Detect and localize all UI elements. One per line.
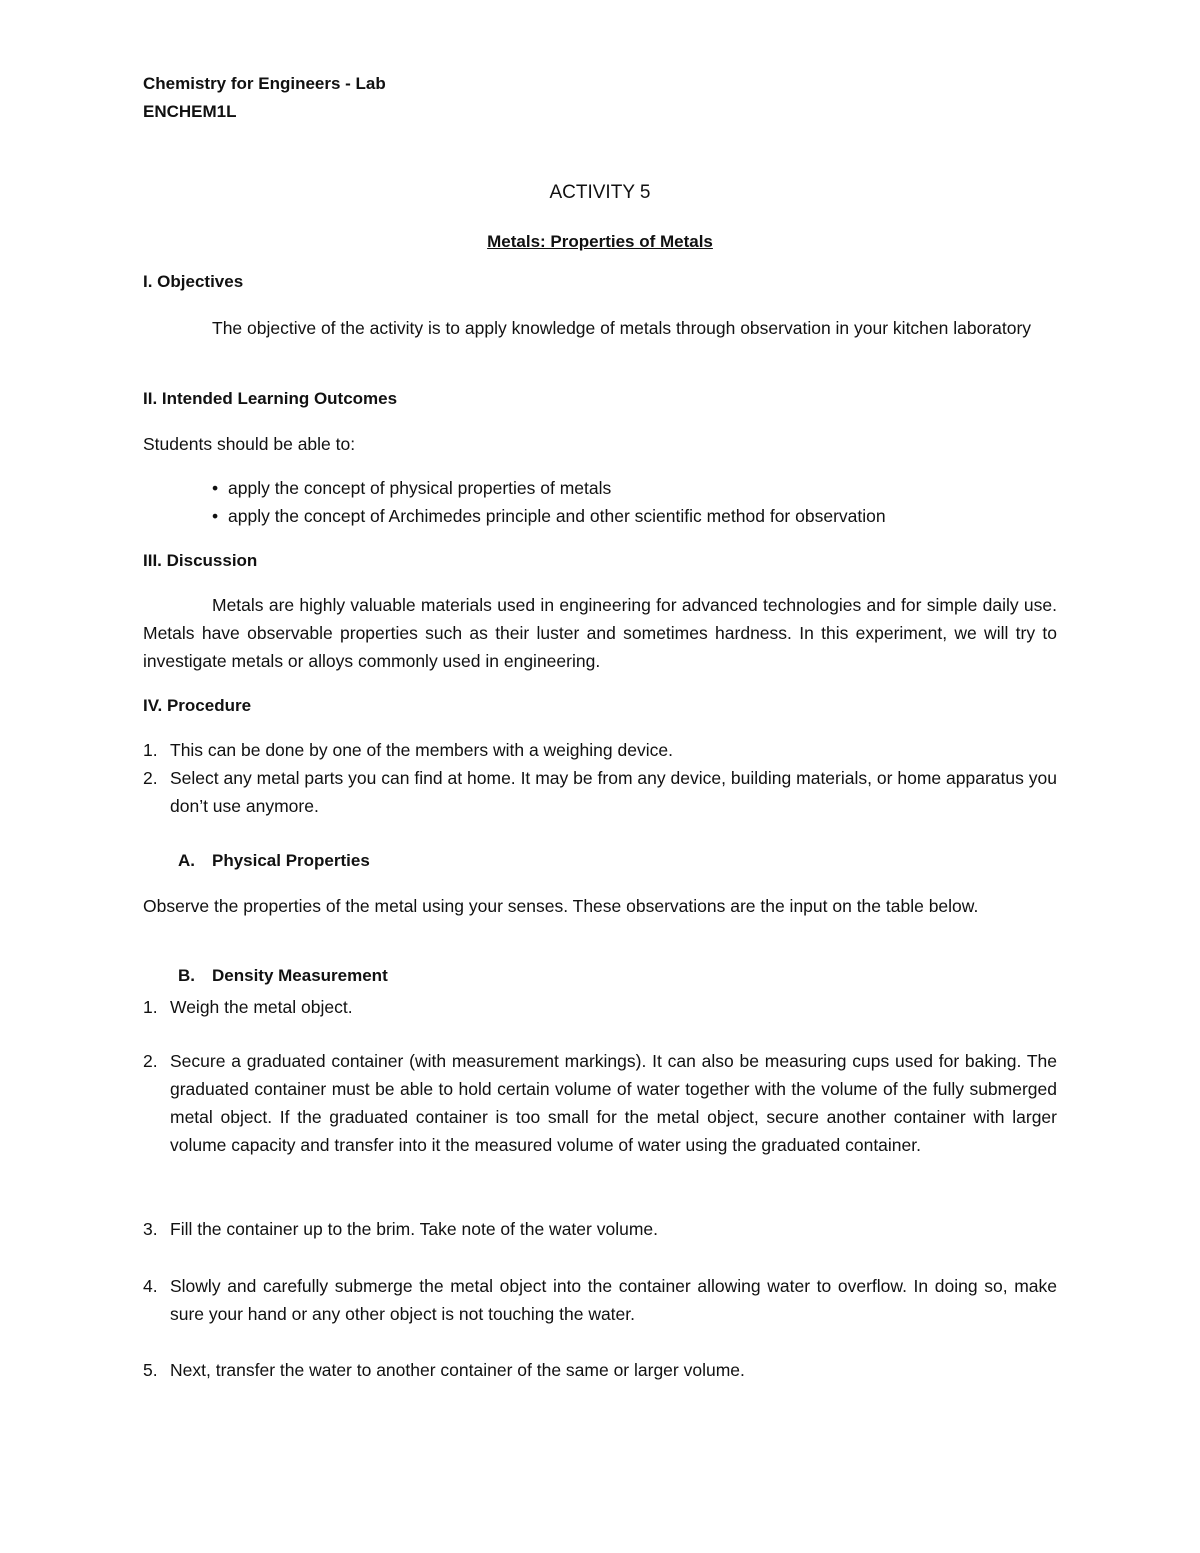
section-title: Physical Properties bbox=[212, 851, 370, 870]
step-text: Secure a graduated container (with measurement markings). It can also be measuring cups used for baking. The graduated container must be able to hold certain volume of water together with the volume of the fully submerged metal object. If the graduated container is too small for the metal object, secure another container with larger volume capacity and transfer into it the measured volume of water using the graduated container. bbox=[170, 1051, 1057, 1155]
physical-properties-heading bbox=[178, 851, 370, 871]
activity-subtitle-row bbox=[0, 231, 1200, 252]
step-text: Weigh the metal object. bbox=[170, 997, 353, 1017]
activity-title: ACTIVITY 5 bbox=[549, 182, 651, 203]
density-step bbox=[143, 1047, 1057, 1159]
course-title: Chemistry for Engineers - Lab bbox=[143, 74, 386, 93]
course-code: ENCHEM1L bbox=[143, 102, 237, 121]
outcomes-heading: II. Intended Learning Outcomes bbox=[143, 389, 398, 408]
objectives-text: The objective of the activity is to apply knowledge of metals through observation in your kitchen laboratory bbox=[212, 318, 1032, 338]
density-step bbox=[143, 1356, 1057, 1384]
density-step bbox=[143, 993, 1057, 1021]
section-letter: A. bbox=[178, 851, 195, 870]
outcome-item bbox=[212, 478, 611, 499]
procedure-step bbox=[143, 736, 1057, 764]
bullet-icon: • bbox=[212, 478, 219, 498]
bullet-icon: • bbox=[212, 506, 219, 526]
step-number: 3. bbox=[143, 1219, 158, 1239]
density-step bbox=[143, 1272, 1057, 1328]
activity-subtitle: Metals: Properties of Metals bbox=[487, 232, 713, 251]
outcome-item bbox=[212, 506, 886, 527]
physical-properties-text: Observe the properties of the metal using your senses. These observations are the input on the table below. bbox=[143, 896, 979, 916]
section-letter: B. bbox=[178, 966, 195, 985]
step-number: 5. bbox=[143, 1360, 158, 1380]
step-text: Slowly and carefully submerge the metal object into the container allowing water to overflow. In doing so, make sure your hand or any other object is not touching the water. bbox=[170, 1276, 1057, 1324]
step-text: Select any metal parts you can find at home. It may be from any device, building materials, or home apparatus you don’t use anymore. bbox=[170, 768, 1057, 816]
procedure-step bbox=[143, 764, 1057, 820]
procedure-heading: IV. Procedure bbox=[143, 696, 252, 715]
step-text: Fill the container up to the brim. Take note of the water volume. bbox=[170, 1219, 658, 1239]
objectives-heading: I. Objectives bbox=[143, 272, 244, 291]
density-measurement-heading bbox=[178, 966, 388, 986]
step-text: This can be done by one of the members with a weighing device. bbox=[170, 740, 673, 760]
section-title: Density Measurement bbox=[212, 966, 388, 985]
outcomes-intro: Students should be able to: bbox=[143, 434, 356, 454]
outcome-text: apply the concept of physical properties of metals bbox=[228, 478, 612, 498]
discussion-text: Metals are highly valuable materials used in engineering for advanced technologies and for simple daily use. Metals have observable properties such as their luster and sometimes hardness. In this experiment, we will try to investigate metals or alloys commonly used in engineering. bbox=[143, 595, 1057, 671]
outcome-text: apply the concept of Archimedes principle and other scientific method for observation bbox=[228, 506, 886, 526]
step-number: 1. bbox=[143, 997, 158, 1017]
density-step bbox=[143, 1215, 1057, 1243]
step-text: Next, transfer the water to another container of the same or larger volume. bbox=[170, 1360, 745, 1380]
step-number: 2. bbox=[143, 768, 158, 788]
step-number: 1. bbox=[143, 740, 158, 760]
step-number: 4. bbox=[143, 1276, 158, 1296]
discussion-heading: III. Discussion bbox=[143, 551, 258, 570]
step-number: 2. bbox=[143, 1051, 158, 1071]
